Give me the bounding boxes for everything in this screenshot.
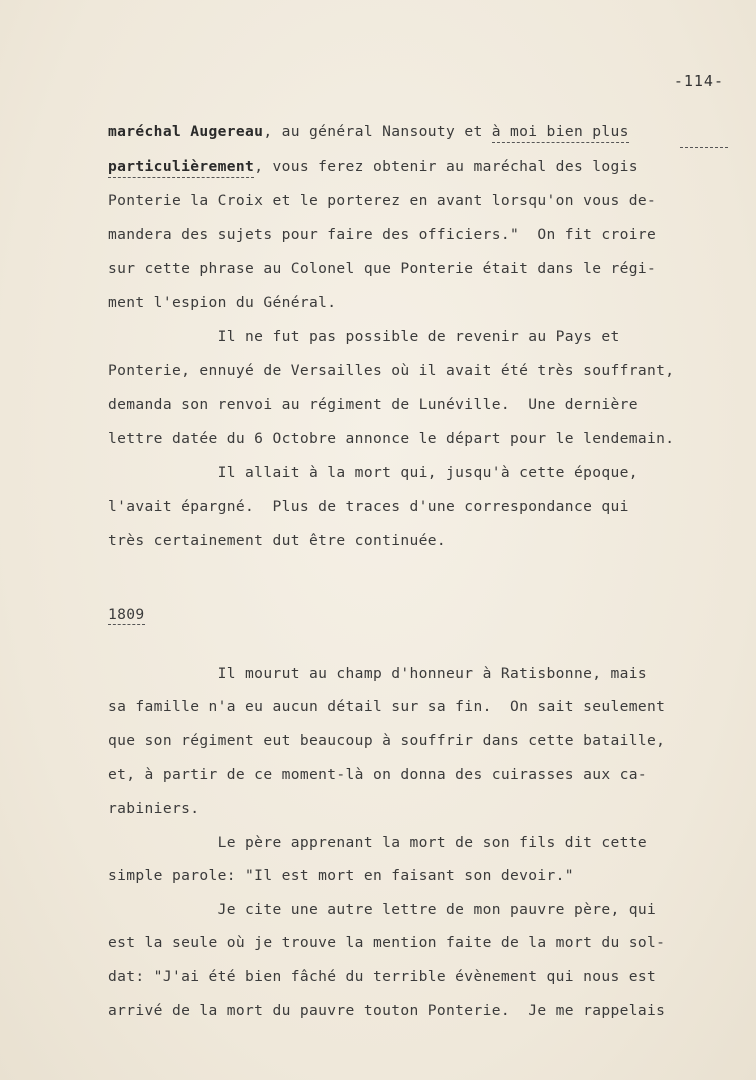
text-line-23: dat: "J'ai été bien fâché du terrible évènement qui nous est: [108, 968, 657, 985]
text-line-13: très certainement dut être continuée.: [108, 532, 447, 549]
page-number: -114-: [673, 72, 724, 90]
text-line-19: Le père apprenant la mort de son fils dit cette: [108, 834, 648, 851]
underline-continuation: [680, 147, 728, 148]
text-line-1: maréchal Augereau, au général Nansouty et à moi bien plus: [108, 122, 629, 142]
section-year: 1809: [108, 606, 145, 623]
text-line-9: demanda son renvoi au régiment de Lunéville. Une dernière: [108, 396, 638, 413]
text-line-3: Ponterie la Croix et le porterez en avant lorsqu'on vous de-: [108, 192, 657, 209]
text-line-11: Il allait à la mort qui, jusqu'à cette époque,: [108, 464, 638, 481]
text-line-24: arrivé de la mort du pauvre touton Ponterie. Je me rappelais: [108, 1002, 666, 1019]
text-line-21: Je cite une autre lettre de mon pauvre père, qui: [108, 901, 657, 918]
text-line-15: sa famille n'a eu aucun détail sur sa fin. On sait seulement: [108, 698, 666, 715]
text-line-6: ment l'espion du Général.: [108, 294, 337, 311]
text-line-16: que son régiment eut beaucoup à souffrir dans cette bataille,: [108, 732, 666, 749]
text-line-18: rabiniers.: [108, 800, 200, 817]
text-line-5: sur cette phrase au Colonel que Ponterie était dans le régi-: [108, 260, 657, 277]
text-line-20: simple parole: "Il est mort en faisant son devoir.": [108, 867, 574, 884]
text-line-12: l'avait épargné. Plus de traces d'une correspondance qui: [108, 498, 629, 515]
text-line-7: Il ne fut pas possible de revenir au Pays et: [108, 328, 620, 345]
text-line-14: Il mourut au champ d'honneur à Ratisbonne, mais: [108, 665, 648, 682]
text-line-2: particulièrement, vous ferez obtenir au maréchal des logis: [108, 157, 638, 177]
text-line-17: et, à partir de ce moment-là on donna des cuirasses aux ca-: [108, 766, 648, 783]
text-line-22: est la seule où je trouve la mention faite de la mort du sol-: [108, 934, 666, 951]
text-line-8: Ponterie, ennuyé de Versailles où il avait été très souffrant,: [108, 362, 675, 379]
text-line-4: mandera des sujets pour faire des officiers." On fit croire: [108, 226, 657, 243]
text-line-10: lettre datée du 6 Octobre annonce le départ pour le lendemain.: [108, 430, 675, 447]
